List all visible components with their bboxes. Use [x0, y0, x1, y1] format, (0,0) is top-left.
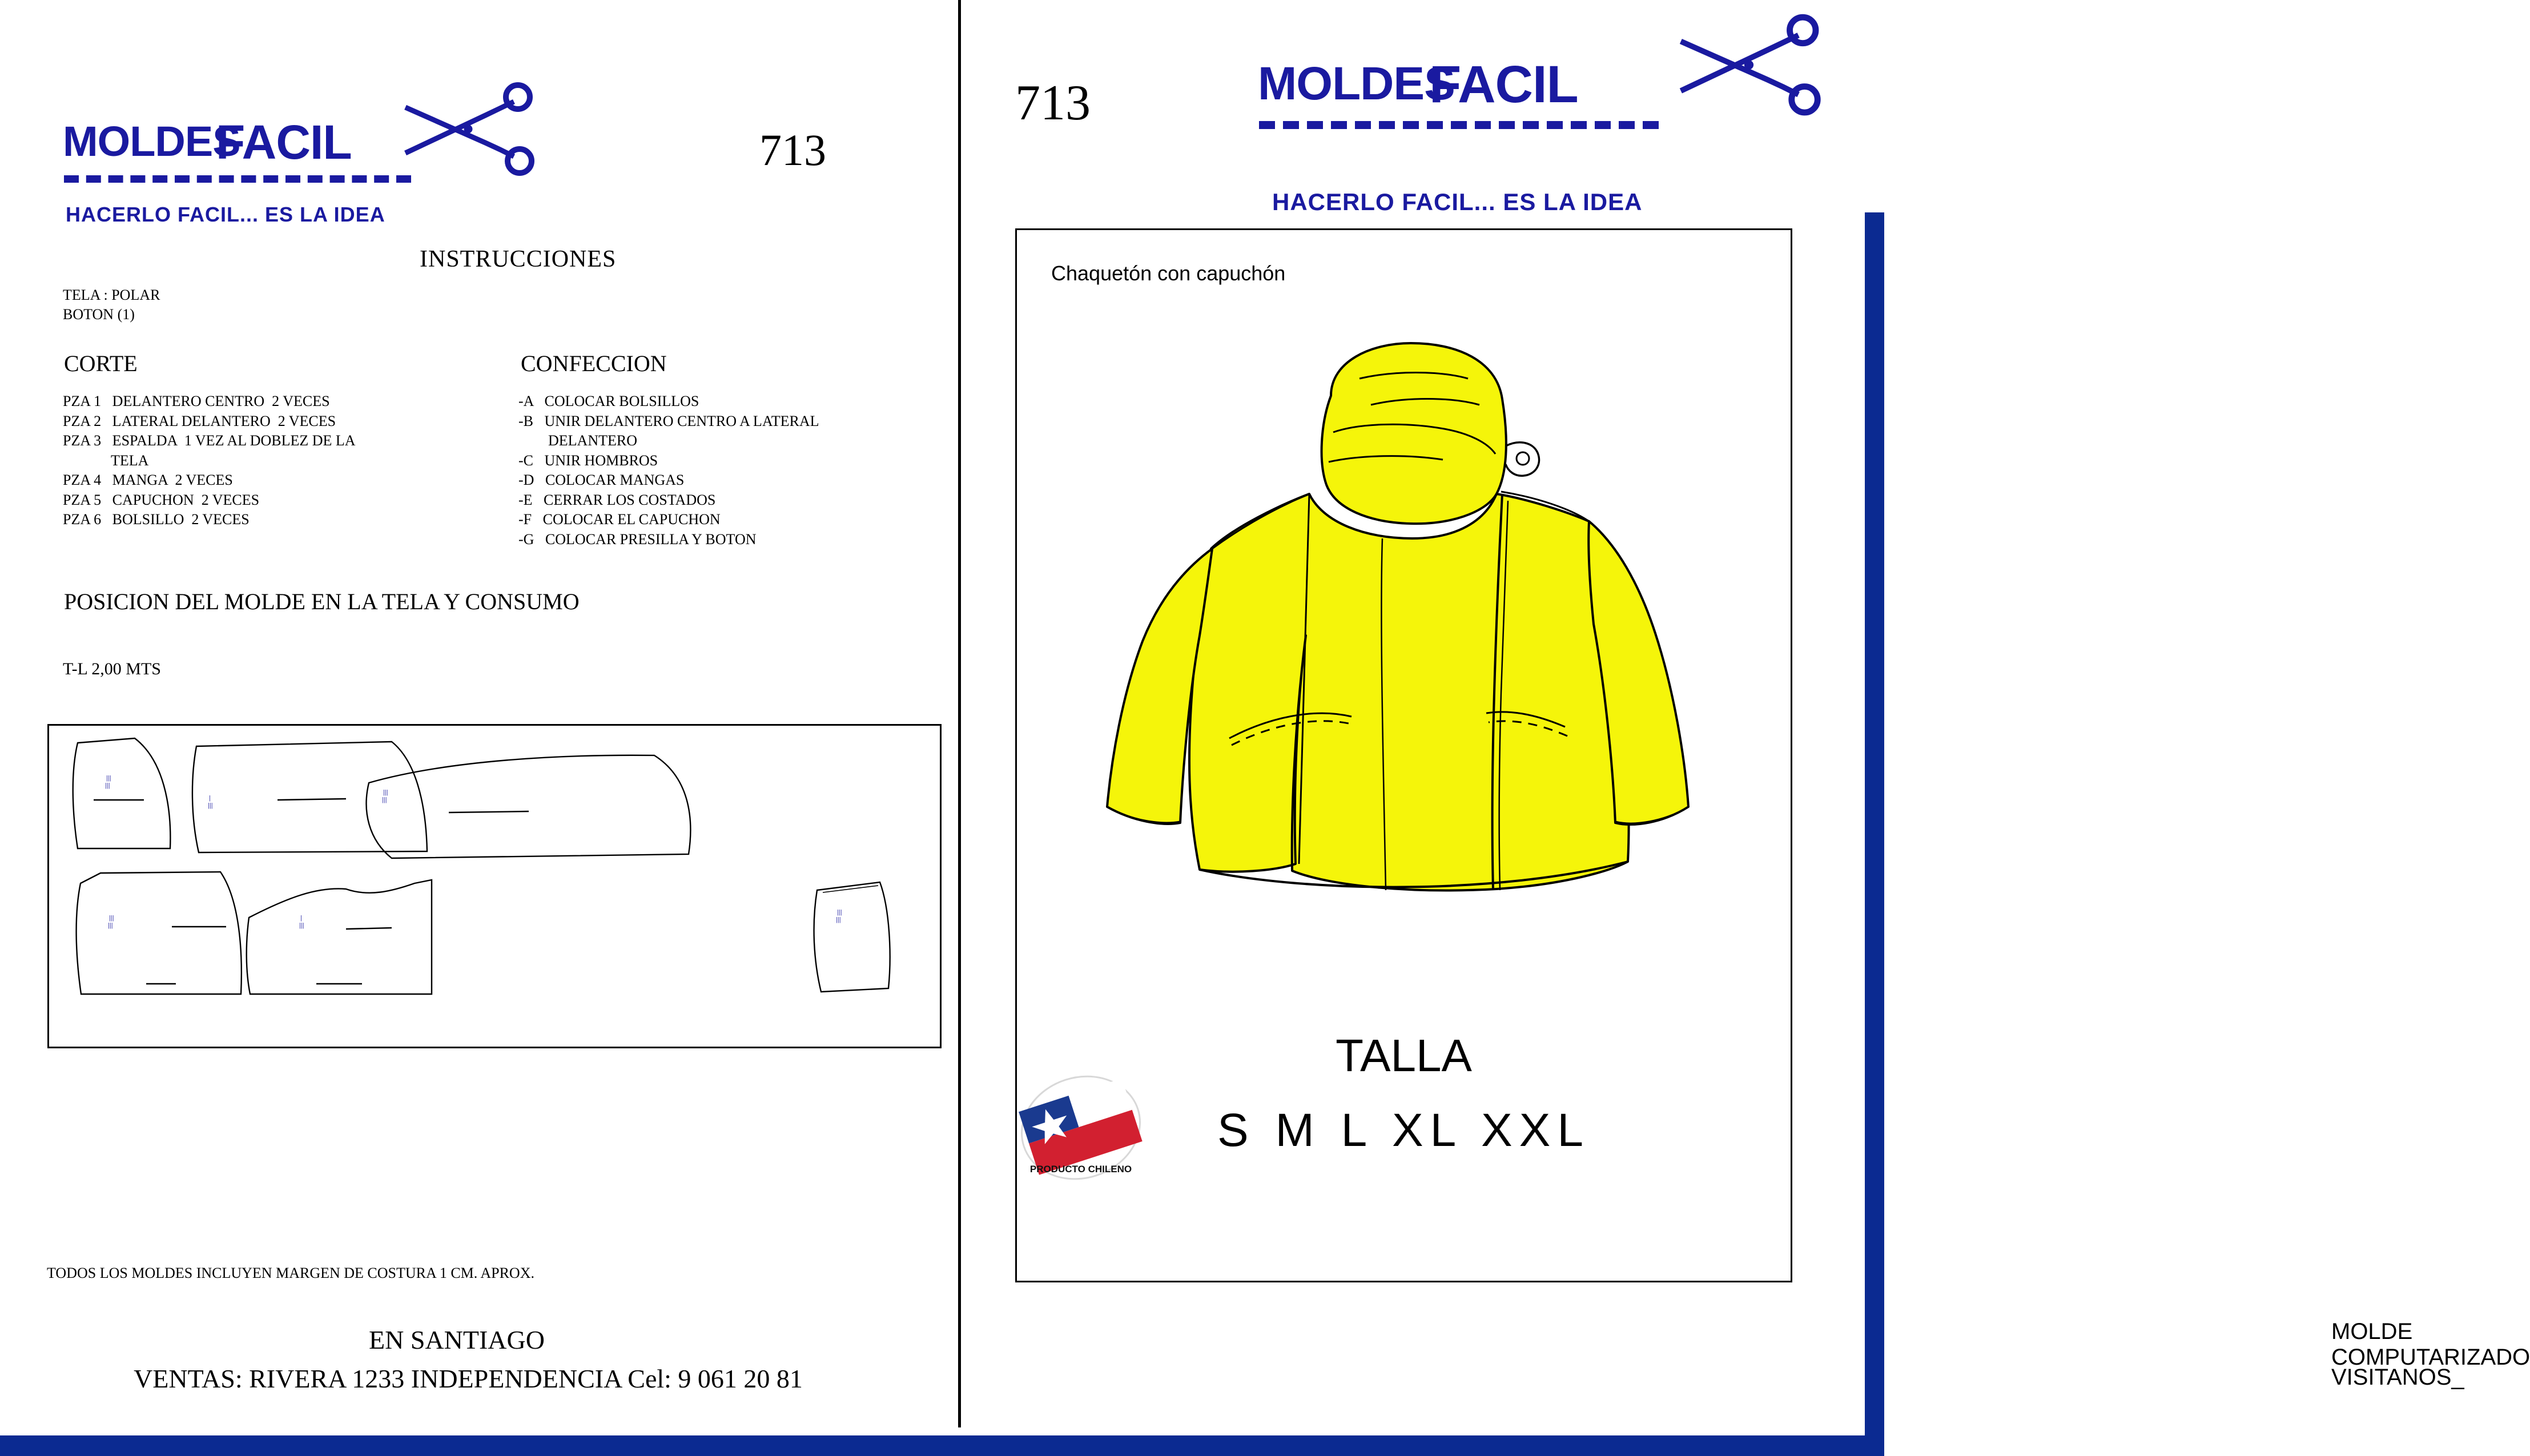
- computed-pattern-note: MOLDE COMPUTARIZADO: [2331, 1319, 2530, 1370]
- brand-dashed-underline: [64, 175, 411, 183]
- size-label: TALLA: [1336, 1030, 1472, 1081]
- garment-illustration: [1063, 293, 1748, 1024]
- confeccion-heading: CONFECCION: [521, 351, 667, 376]
- layout-heading: POSICION DEL MOLDE EN LA TELA Y CONSUMO: [64, 589, 580, 614]
- svg-text:|||: |||: [837, 909, 842, 916]
- corte-item: PZA 6 BOLSILLO 2 VECES: [63, 511, 250, 528]
- corte-item: PZA 1 DELANTERO CENTRO 2 VECES: [63, 393, 330, 409]
- corte-item: PZA 3 ESPALDA 1 VEZ AL DOBLEZ DE LA: [63, 432, 356, 449]
- svg-text:|||: |||: [383, 789, 388, 796]
- svg-text:|||: |||: [109, 915, 114, 922]
- corte-heading: CORTE: [64, 351, 138, 376]
- brand-tagline-left: HACERLO FACIL... ES LA IDEA: [66, 203, 385, 226]
- sales-address-line: VENTAS: RIVERA 1233 INDEPENDENCIA Cel: 9 061 20 81: [134, 1364, 803, 1393]
- brand-word-moldes: MOLDES: [1258, 58, 1455, 110]
- svg-text:|||: |||: [105, 782, 110, 789]
- corte-item: TELA: [63, 452, 149, 469]
- brand-word-facil: FACIL: [216, 115, 352, 169]
- material-item: TELA : POLAR: [63, 287, 160, 303]
- confeccion-item: -D COLOCAR MANGAS: [518, 472, 685, 488]
- bottom-blue-bar: [0, 1435, 1884, 1456]
- city-line: EN SANTIAGO: [369, 1325, 545, 1354]
- left-panel: [0, 0, 958, 1456]
- brand-dashed-underline: [1259, 121, 1659, 129]
- corte-item: PZA 5 CAPUCHON 2 VECES: [63, 491, 260, 508]
- scissors-icon: [1675, 17, 1823, 111]
- fabric-consumption: T-L 2,00 MTS: [63, 659, 161, 678]
- right-panel: [961, 0, 2530, 1456]
- badge-text: PRODUCTO CHILENO: [1029, 1164, 1132, 1175]
- confeccion-item: -B UNIR DELANTERO CENTRO A LATERAL: [518, 412, 819, 429]
- brand-word-moldes: MOLDES: [63, 118, 240, 165]
- confeccion-list: [518, 392, 952, 549]
- materials-list: [63, 285, 160, 324]
- svg-text:|: |: [300, 915, 302, 922]
- garment-title: Chaquetón con capuchón: [1051, 262, 1286, 285]
- confeccion-item: -C UNIR HOMBROS: [518, 452, 658, 469]
- confeccion-item: -F COLOCAR EL CAPUCHON: [518, 511, 721, 528]
- pattern-code-left: 713: [759, 125, 826, 175]
- pattern-code-right: 713: [1015, 75, 1091, 131]
- corte-item: PZA 4 MANGA 2 VECES: [63, 472, 233, 488]
- svg-text:|||: |||: [836, 916, 841, 923]
- svg-text:|||: |||: [106, 775, 111, 782]
- confeccion-item: -E CERRAR LOS COSTADOS: [518, 491, 716, 508]
- instructions-title: INSTRUCCIONES: [420, 246, 617, 272]
- material-item: BOTON (1): [63, 306, 135, 323]
- svg-text:|||: |||: [208, 802, 213, 809]
- confeccion-item: DELANTERO: [518, 432, 637, 449]
- visit-note: VISITANOS_: [2331, 1365, 2464, 1390]
- producto-chileno-badge-icon: [1015, 1071, 1147, 1185]
- right-blue-bar: [1865, 212, 1884, 1456]
- size-values: S M L XL XXL: [1217, 1104, 1590, 1156]
- svg-text:|||: |||: [382, 797, 387, 803]
- scissors-icon: [400, 86, 537, 171]
- svg-text:|: |: [209, 795, 211, 802]
- confeccion-item: -A COLOCAR BOLSILLOS: [518, 393, 699, 409]
- corte-list: [63, 392, 514, 530]
- corte-item: PZA 2 LATERAL DELANTERO 2 VECES: [63, 412, 336, 429]
- brand-tagline-right: HACERLO FACIL... ES LA IDEA: [1272, 188, 1643, 215]
- seam-allowance-note: TODOS LOS MOLDES INCLUYEN MARGEN DE COSTURA 1 CM. APROX.: [47, 1265, 534, 1281]
- pattern-layout-box: [47, 724, 942, 1048]
- brand-word-facil: FACIL: [1429, 55, 1578, 114]
- pattern-layout-diagram: [49, 726, 936, 1043]
- confeccion-item: -G COLOCAR PRESILLA Y BOTON: [518, 530, 757, 548]
- svg-text:|||: |||: [108, 922, 113, 929]
- svg-text:|||: |||: [299, 922, 304, 929]
